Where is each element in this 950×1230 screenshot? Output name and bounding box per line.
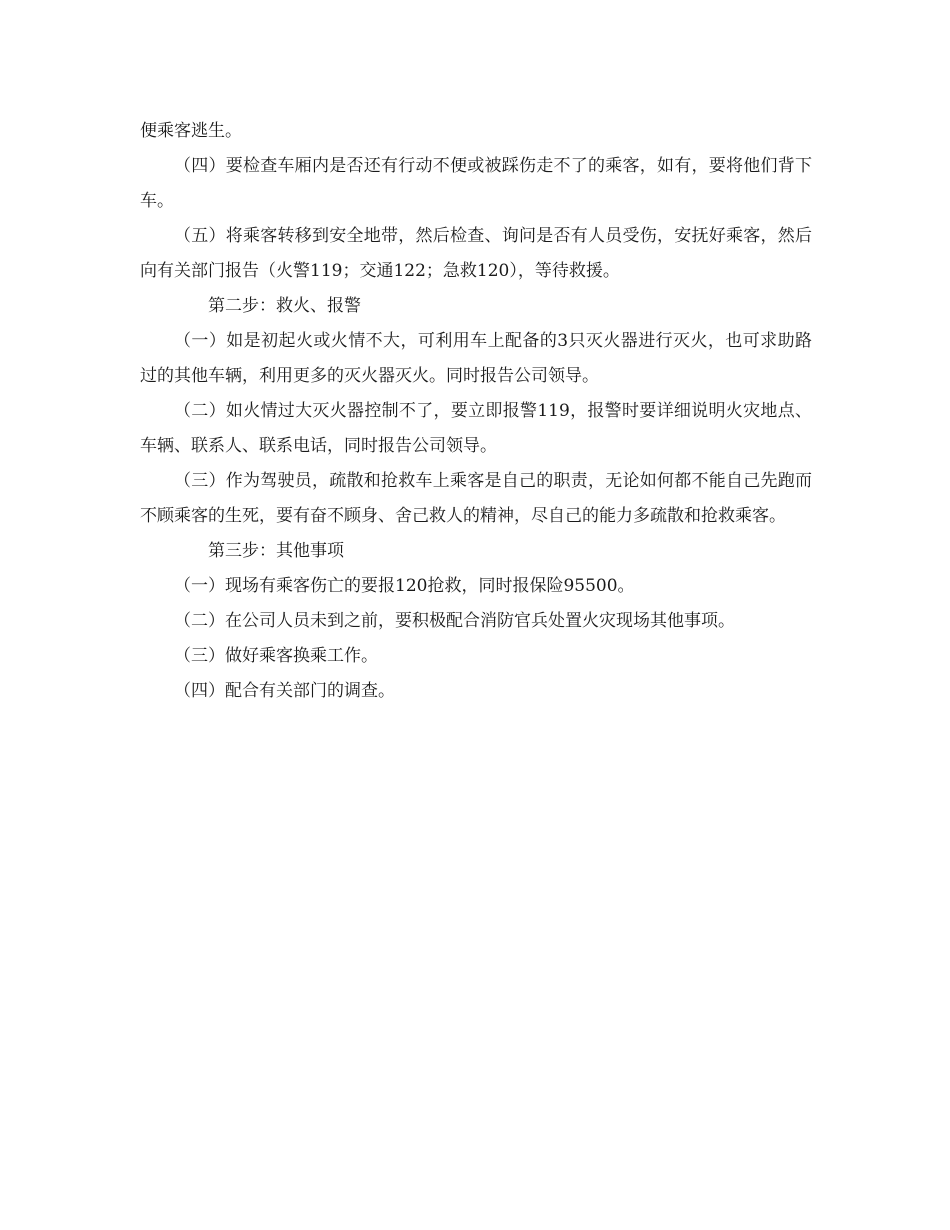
paragraph-transfer-work: （三）做好乘客换乘工作。 — [174, 646, 378, 666]
section-heading-step-two: 第二步：救火、报警 — [208, 296, 361, 316]
paragraph-continuation: 便乘客逃生。 — [140, 121, 242, 141]
document-body — [140, 114, 812, 709]
paragraph-cooperate-firefighters: （二）在公司人员未到之前，要积极配合消防官兵处置火灾现场其他事项。 — [174, 611, 735, 631]
paragraph-transfer-passengers: （五）将乘客转移到安全地带，然后检查、询问是否有人员受伤，安抚好乘客，然后向有关部门报告（火警119；交通122；急救120），等待救援。 — [140, 226, 812, 281]
paragraph-initial-fire: （一）如是初起火或火情不大，可利用车上配备的3只灭火器进行灭火，也可求助路过的其他车辆，利用更多的灭火器灭火。同时报告公司领导。 — [140, 331, 812, 386]
paragraph-check-carriage: （四）要检查车厢内是否还有行动不便或被踩伤走不了的乘客，如有，要将他们背下车。 — [140, 156, 812, 211]
paragraph-casualties: （一）现场有乘客伤亡的要报120抢救，同时报保险95500。 — [174, 576, 635, 596]
section-heading-step-three: 第三步：其他事项 — [208, 541, 344, 561]
paragraph-investigation: （四）配合有关部门的调查。 — [174, 681, 395, 701]
paragraph-large-fire: （二）如火情过大灭火器控制不了，要立即报警119，报警时要详细说明火灾地点、车辆、联系人、联系电话，同时报告公司领导。 — [140, 401, 812, 456]
paragraph-driver-duty: （三）作为驾驶员，疏散和抢救车上乘客是自己的职责，无论如何都不能自己先跑而不顾乘客的生死，要有奋不顾身、舍己救人的精神，尽自己的能力多疏散和抢救乘客。 — [140, 471, 812, 526]
